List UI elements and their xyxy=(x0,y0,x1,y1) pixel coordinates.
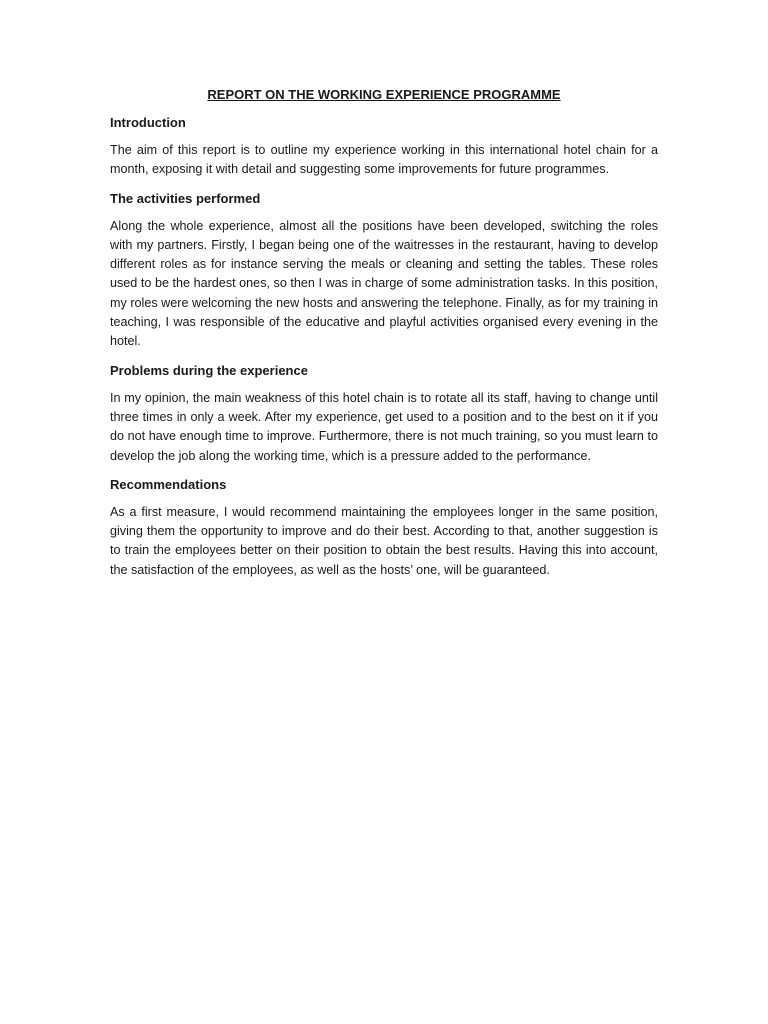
heading-activities-performed: The activities performed xyxy=(110,190,261,206)
paragraph-introduction: The aim of this report is to outline my experience working in this international hotel chain for a month, exposing it with detail and suggesting some improvements for future programmes. xyxy=(110,143,658,177)
paragraph-problems: In my opinion, the main weakness of this hotel chain is to rotate all its staff, having to change until three times in only a week. After my experience, get used to a position and to the best on it if you do not have enough time to improve. Furthermore, there is not much training, so you must learn to develop the job along the working time, which is a pressure added to the performance. xyxy=(110,390,658,463)
heading-problems: Problems during the experience xyxy=(110,362,308,378)
heading-recommendations: Recommendations xyxy=(110,476,227,492)
paragraph-activities-performed: Along the whole experience, almost all the positions have been developed, switching the roles with my partners. Firstly, I began being one of the waitresses in the restaurant, having to develop different roles as for instance serving the meals or cleaning and setting the tables. These roles used to be the hardest ones, so then I was in charge of some administration tasks. In this position, my roles were welcoming the new hosts and answering the telephone. Finally, as for my training in teaching, I was responsible of the educative and playful activities organised every evening in the hotel. xyxy=(110,218,658,349)
document-page xyxy=(110,86,658,580)
document-title: REPORT ON THE WORKING EXPERIENCE PROGRAMME xyxy=(207,87,561,102)
heading-introduction: Introduction xyxy=(110,115,186,130)
paragraph-recommendations: As a first measure, I would recommend maintaining the employees longer in the same position, giving them the opportunity to improve and do their best. According to that, another suggestion is to train the employees better on their position to obtain the best results. Having this into account, the satisfaction of the employees, as well as the hosts’ one, will be guaranteed. xyxy=(110,504,658,577)
